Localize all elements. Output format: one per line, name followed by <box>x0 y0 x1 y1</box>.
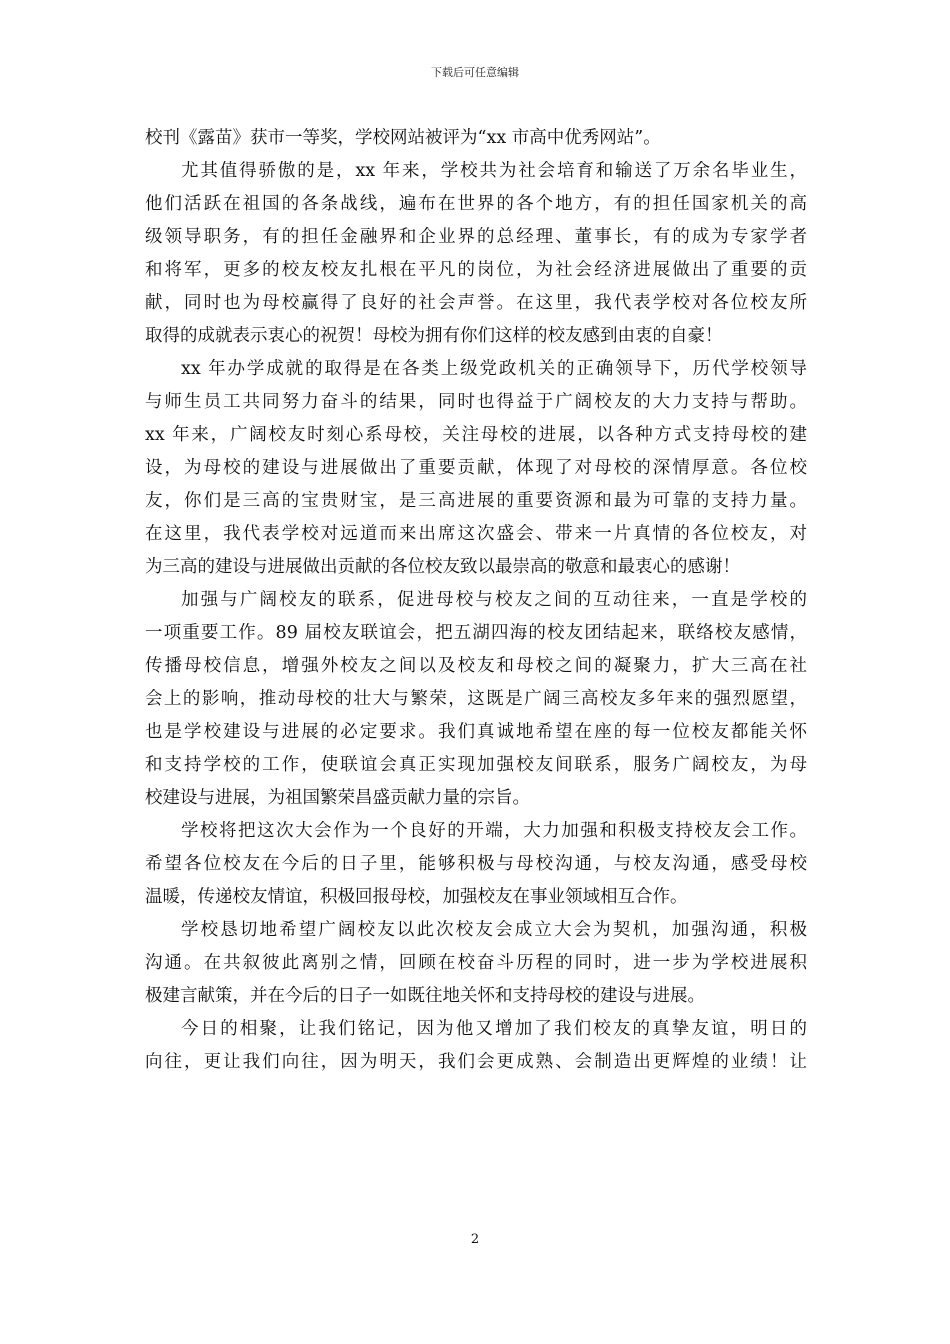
text-line: 在这里，我代表学校对远道而来出席这次盛会、带来一片真情的各位校友，对 <box>145 524 807 544</box>
text-line: 尤其值得骄傲的是，xx 年来，学校共为社会培育和输送了万余名毕业生， <box>181 161 807 181</box>
paragraph-5 <box>145 815 807 914</box>
text-line: 极建言献策，并在今后的日子一如既往地关怀和支持母校的建设与进展。 <box>145 986 705 1006</box>
text-line: 会上的影响，推动母校的壮大与繁荣，这既是广阔三高校友多年来的强烈愿望， <box>145 689 807 709</box>
text-line: 今日的相聚，让我们铭记，因为他又增加了我们校友的真挚友谊，明日的 <box>181 1019 807 1039</box>
paragraph-4 <box>145 584 807 815</box>
text-line: 他们活跃在祖国的各条战线，遍布在世界的各个地方，有的担任国家机关的高 <box>145 194 807 214</box>
text-line: 向往，更让我们向往，因为明天，我们会更成熟、会制造出更辉煌的业绩！让 <box>145 1052 807 1072</box>
text-line: 学校恳切地希望广阔校友以此次校友会成立大会为契机，加强沟通，积极 <box>181 920 807 940</box>
page-header: 下载后可任意编辑 <box>431 66 519 79</box>
paragraph-1 <box>145 122 807 155</box>
text-line: 校建设与进展，为祖国繁荣昌盛贡献力量的宗旨。 <box>145 788 530 808</box>
text-line: 友，你们是三高的宝贵财宝，是三高进展的重要资源和最为可靠的支持力量。 <box>145 491 807 511</box>
text-line: 一项重要工作。89 届校友联谊会，把五湖四海的校友团结起来，联络校友感情， <box>145 623 807 643</box>
text-line: 温暖，传递校友情谊，积极回报母校，加强校友在事业领域相互合作。 <box>145 887 688 907</box>
text-line: 级领导职务，有的担任金融界和企业界的总经理、董事长，有的成为专家学者 <box>145 227 807 247</box>
paragraph-2 <box>145 155 807 353</box>
text-line: 与师生员工共同努力奋斗的结果，同时也得益于广阔校友的大力支持与帮助。 <box>145 392 807 412</box>
text-line: 为三高的建设与进展做出贡献的各位校友致以最崇高的敬意和最衷心的感谢！ <box>145 557 740 577</box>
paragraph-7 <box>145 1013 807 1079</box>
text-line: 校刊《露苗》获市一等奖，学校网站被评为“xx 市高中优秀网站”。 <box>145 128 661 148</box>
text-line: 献，同时也为母校赢得了良好的社会声誉。在这里，我代表学校对各位校友所 <box>145 293 807 313</box>
text-line: 取得的成就表示衷心的祝贺！母校为拥有你们这样的校友感到由衷的自豪！ <box>145 326 723 346</box>
text-line: 加强与广阔校友的联系，促进母校与校友之间的互动往来，一直是学校的 <box>181 590 807 610</box>
paragraph-6 <box>145 914 807 1013</box>
text-line: xx 年来，广阔校友时刻心系母校，关注母校的进展，以各种方式支持母校的建 <box>145 425 807 445</box>
text-line: xx 年办学成就的取得是在各类上级党政机关的正确领导下，历代学校领导 <box>181 359 807 379</box>
page-number: 2 <box>470 1232 480 1247</box>
text-line: 设，为母校的建设与进展做出了重要贡献，体现了对母校的深情厚意。各位校 <box>145 458 807 478</box>
text-line: 学校将把这次大会作为一个良好的开端，大力加强和积极支持校友会工作。 <box>181 821 807 841</box>
text-line: 沟通。在共叙彼此离别之情，回顾在校奋斗历程的同时，进一步为学校进展积 <box>145 953 807 973</box>
document-body <box>145 122 807 1079</box>
text-line: 希望各位校友在今后的日子里，能够积极与母校沟通，与校友沟通，感受母校 <box>145 854 807 874</box>
text-line: 传播母校信息，增强外校友之间以及校友和母校之间的凝聚力，扩大三高在社 <box>145 656 807 676</box>
text-line: 和将军，更多的校友校友扎根在平凡的岗位，为社会经济进展做出了重要的贡 <box>145 260 807 280</box>
paragraph-3 <box>145 353 807 584</box>
text-line: 也是学校建设与进展的必定要求。我们真诚地希望在座的每一位校友都能关怀 <box>145 722 807 742</box>
text-line: 和支持学校的工作，使联谊会真正实现加强校友间联系，服务广阔校友，为母 <box>145 755 807 775</box>
